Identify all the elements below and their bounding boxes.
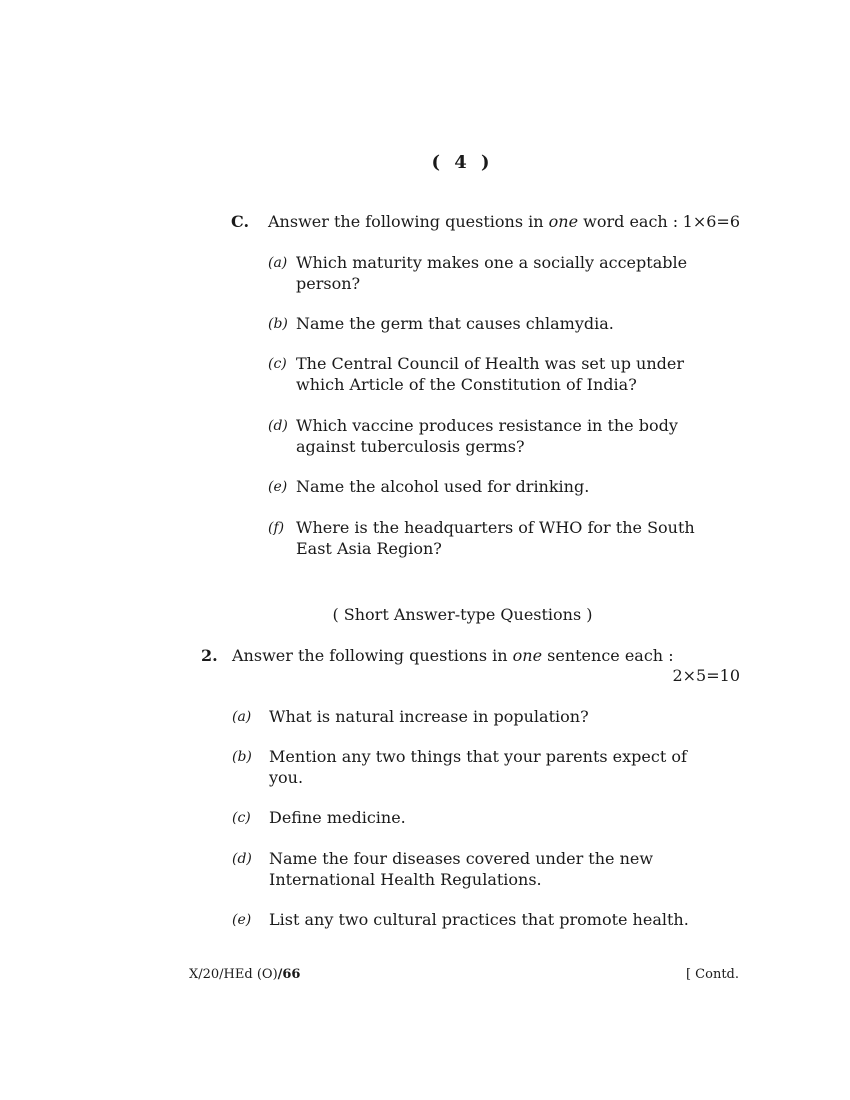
question-line: East Asia Region? (296, 539, 442, 558)
item-label: (e) (232, 912, 252, 928)
paper-code-prefix: X/20/HEd (O) (189, 967, 278, 982)
item-label: (a) (268, 255, 288, 271)
question-item (269, 807, 702, 828)
item-label: (b) (232, 749, 252, 765)
question-line: International Health Regulations. (269, 870, 542, 889)
question-item (269, 848, 702, 890)
question-item (296, 252, 702, 294)
question-line: Name the alcohol used for drinking. (296, 477, 590, 496)
question-line: List any two cultural practices that promote health. (269, 910, 689, 929)
question-item (296, 353, 702, 395)
item-label: (a) (232, 709, 252, 725)
question-2-instruction (232, 646, 674, 665)
question-line: Mention any two things that your parents expect of (269, 747, 687, 766)
instruction-text: Answer the following questions in (268, 212, 549, 231)
section-c-label: C. (231, 212, 250, 231)
item-label: (d) (232, 851, 252, 867)
question-item (269, 746, 702, 788)
question-line: Define medicine. (269, 808, 406, 827)
question-item (296, 313, 702, 334)
question-2-marks: 2×5=10 (672, 666, 740, 685)
instruction-text: word each : (578, 212, 679, 231)
instruction-text: sentence each : (542, 646, 674, 665)
section-heading: ( Short Answer-type Questions ) (332, 605, 593, 624)
question-line: person? (296, 274, 361, 293)
question-line: The Central Council of Health was set up under (296, 354, 684, 373)
instruction-emphasis: one (512, 646, 543, 665)
question-item (296, 476, 702, 497)
question-line: Where is the headquarters of WHO for the South (296, 518, 695, 537)
question-item (296, 517, 702, 559)
item-label: (f) (268, 520, 285, 536)
item-label: (e) (268, 479, 288, 495)
question-item (296, 415, 702, 457)
question-line: Name the germ that causes chlamydia. (296, 314, 614, 333)
paper-code-suffix: /66 (277, 967, 301, 982)
question-line: you. (269, 768, 304, 787)
paper-code (189, 967, 300, 982)
contd-note: [ Contd. (685, 967, 739, 982)
question-2-label: 2. (201, 646, 218, 665)
question-line: Which maturity makes one a socially acceptable (296, 253, 688, 272)
instruction-text: Answer the following questions in (232, 646, 513, 665)
question-line: against tuberculosis germs? (296, 437, 525, 456)
item-label: (c) (268, 356, 287, 372)
item-label: (d) (268, 418, 288, 434)
instruction-emphasis: one (548, 212, 579, 231)
question-line: Name the four diseases covered under the new (269, 849, 654, 868)
section-c-instruction (268, 212, 678, 231)
question-line: Which vaccine produces resistance in the body (296, 416, 678, 435)
section-c-marks: 1×6=6 (682, 212, 740, 231)
question-item (269, 909, 702, 930)
item-label: (c) (232, 810, 251, 826)
question-line: which Article of the Constitution of India? (296, 375, 637, 394)
question-item (269, 706, 702, 727)
item-label: (b) (268, 316, 288, 332)
page-number: ( 4 ) (431, 152, 494, 173)
question-line: What is natural increase in population? (269, 707, 589, 726)
